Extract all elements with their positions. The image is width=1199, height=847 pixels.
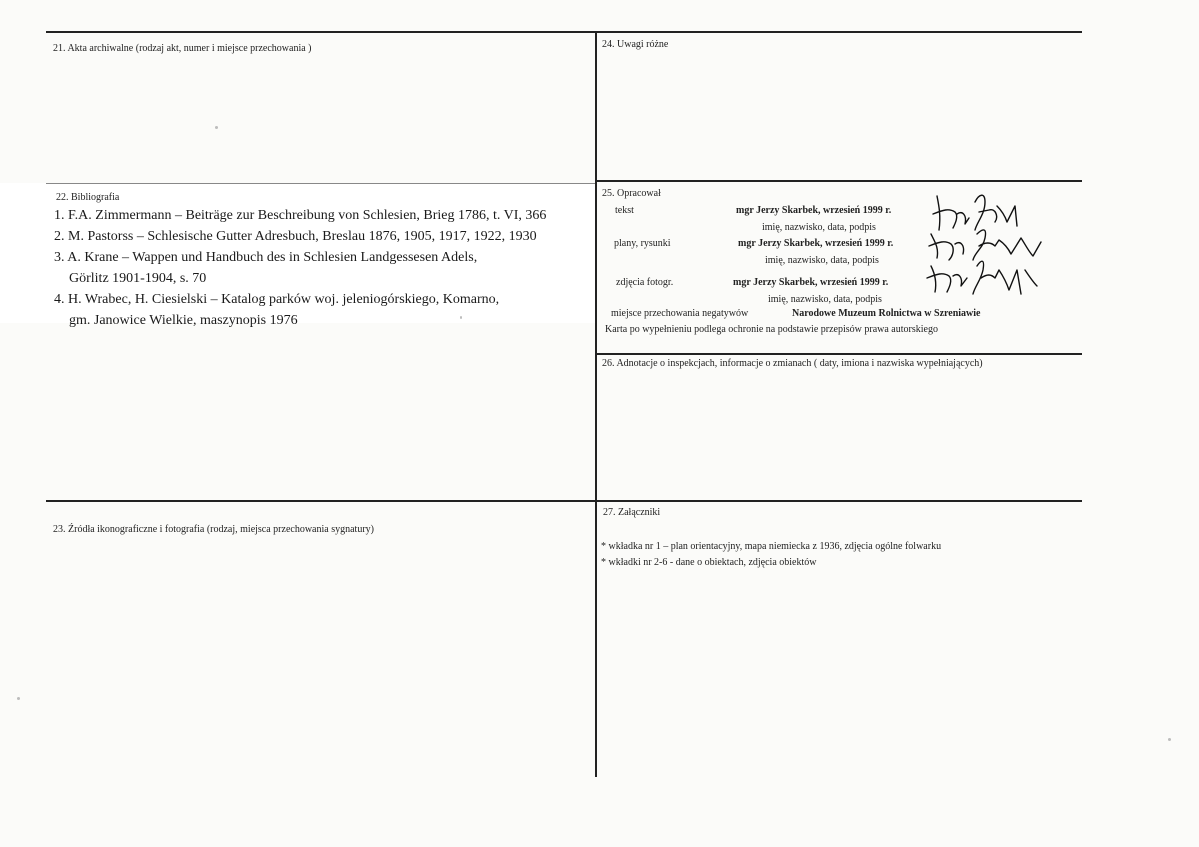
scan-speck <box>17 697 20 700</box>
bibliography-item: 4. H. Wrabec, H. Ciesielski – Katalog parków woj. jeleniogórskiego, Komarno, <box>54 292 500 307</box>
bibliography-list <box>54 205 546 331</box>
row-plany-sub: imię, nazwisko, data, podpis <box>765 255 879 266</box>
copyright-note: Karta po wypełnieniu podlega ochronie na podstawie przepisów prawa autorskiego <box>605 324 938 335</box>
row-plany-label: plany, rysunki <box>614 238 671 249</box>
negatives-value: Narodowe Muzeum Rolnictwa w Szreniawie <box>792 308 981 319</box>
row-tekst-sub: imię, nazwisko, data, podpis <box>762 222 876 233</box>
negatives-label: miejsce przechowania negatywów <box>611 308 749 319</box>
section-27-title: 27. Załączniki <box>603 507 661 518</box>
section-26-title: 26. Adnotacje o inspekcjach, informacje o zmianach ( daty, imiona i nazwiska wypełniających) <box>602 358 983 369</box>
bibliography-item: 3. A. Krane – Wappen und Handbuch des in Schlesien Landgessesen Adels, <box>54 250 478 265</box>
bibliography-item-continuation: gm. Janowice Wielkie, maszynopis 1976 <box>69 313 298 328</box>
section-24-title: 24. Uwagi różne <box>602 39 669 50</box>
rule-above-25 <box>597 180 1082 182</box>
bibliography-item: 1. F.A. Zimmermann – Beiträge zur Beschreibung von Schlesien, Brieg 1786, t. VI, 366 <box>54 208 547 223</box>
row-zdjecia-label: zdjęcia fotogr. <box>616 277 674 288</box>
handwritten-signature <box>925 186 1055 306</box>
section-23-title: 23. Źródła ikonograficzne i fotografia (rodzaj, miejsca przechowania sygnatury) <box>53 524 374 535</box>
attachment-item: * wkładki nr 2-6 - dane o obiektach, zdjęcia obiektów <box>601 557 817 568</box>
row-zdjecia-author: mgr Jerzy Skarbek, wrzesień 1999 r. <box>733 277 889 288</box>
bibliography-item-continuation: Görlitz 1901-1904, s. 70 <box>69 271 207 286</box>
rule-above-23-27 <box>46 500 1082 502</box>
column-divider <box>595 31 597 777</box>
scan-speck <box>1168 738 1171 741</box>
top-rule <box>46 31 1082 33</box>
row-zdjecia-sub: imię, nazwisko, data, podpis <box>768 294 882 305</box>
section-25-title: 25. Opracował <box>602 188 661 199</box>
scan-speck <box>215 126 218 129</box>
rule-above-26 <box>597 353 1082 355</box>
section-21-title: 21. Akta archiwalne (rodzaj akt, numer i miejsce przechowania ) <box>53 43 312 54</box>
bibliography-item: 2. M. Pastorss – Schlesische Gutter Adresbuch, Breslau 1876, 1905, 1917, 1922, 1930 <box>54 229 537 244</box>
section-22-title: 22. Bibliografia <box>56 192 120 203</box>
row-tekst-author: mgr Jerzy Skarbek, wrzesień 1999 r. <box>736 205 892 216</box>
row-tekst-label: tekst <box>615 205 634 216</box>
attachment-item: * wkładka nr 1 – plan orientacyjny, mapa niemiecka z 1936, zdjęcia ogólne folwarku <box>601 541 942 552</box>
row-plany-author: mgr Jerzy Skarbek, wrzesień 1999 r. <box>738 238 894 249</box>
rule-above-22 <box>46 183 596 184</box>
